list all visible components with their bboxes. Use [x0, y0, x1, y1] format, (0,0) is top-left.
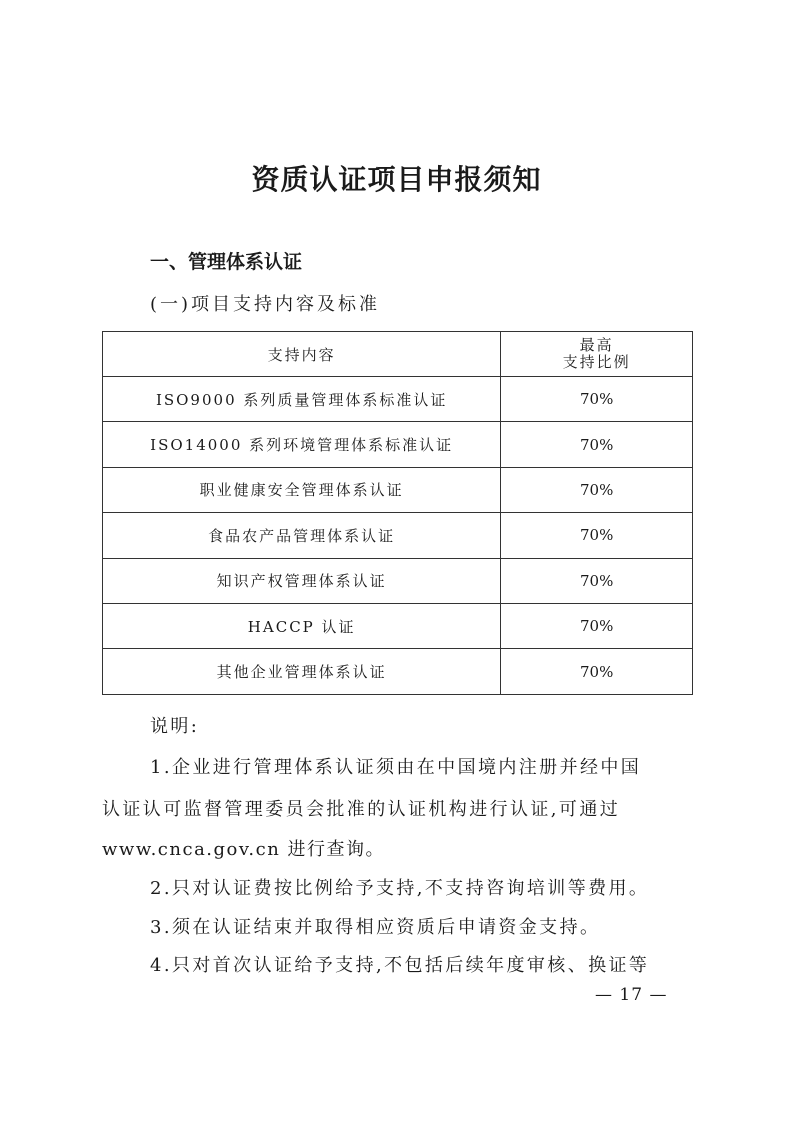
- row-ratio: 70%: [501, 377, 693, 422]
- section-heading: 一、管理体系认证: [150, 251, 303, 273]
- header-ratio-line1: 最高: [579, 336, 614, 354]
- table-row: [103, 603, 693, 648]
- row-ratio: 70%: [501, 467, 693, 512]
- row-ratio: 70%: [501, 513, 693, 558]
- table-row: [103, 513, 693, 558]
- support-table: [102, 331, 693, 695]
- note-item-1-line-3: www.cnca.gov.cn 进行查询。: [102, 839, 386, 860]
- note-item-2: 2.只对认证费按比例给予支持,不支持咨询培训等费用。: [150, 878, 650, 899]
- row-ratio: 70%: [501, 422, 693, 467]
- header-ratio: [501, 332, 693, 377]
- table-row: [103, 649, 693, 694]
- row-content: 食品农产品管理体系认证: [103, 513, 501, 558]
- header-ratio-line2: 支持比例: [562, 353, 631, 371]
- row-content: 其他企业管理体系认证: [103, 649, 501, 694]
- subsection-heading: (一)项目支持内容及标准: [150, 294, 381, 315]
- table-row: [103, 422, 693, 467]
- row-content: 职业健康安全管理体系认证: [103, 467, 501, 512]
- note-item-1-line-1: 1.企业进行管理体系认证须由在中国境内注册并经中国: [150, 757, 642, 778]
- row-content: HACCP 认证: [103, 603, 501, 648]
- document-title: 资质认证项目申报须知: [251, 163, 542, 196]
- row-content: ISO9000 系列质量管理体系标准认证: [103, 377, 501, 422]
- row-content: 知识产权管理体系认证: [103, 558, 501, 603]
- note-item-1-line-2: 认证认可监督管理委员会批准的认证机构进行认证,可通过: [102, 799, 621, 820]
- note-item-4-line-1: 4.只对首次认证给予支持,不包括后续年度审核、换证等: [150, 955, 650, 976]
- table-row: [103, 377, 693, 422]
- row-ratio: 70%: [501, 603, 693, 648]
- table-row: [103, 467, 693, 512]
- header-content: 支持内容: [103, 332, 501, 377]
- note-item-3: 3.须在认证结束并取得相应资质后申请资金支持。: [150, 917, 601, 938]
- page-number: — 17 —: [595, 985, 668, 1005]
- row-ratio: 70%: [501, 558, 693, 603]
- table-row: [103, 558, 693, 603]
- row-content: ISO14000 系列环境管理体系标准认证: [103, 422, 501, 467]
- notes-label: 说明:: [150, 716, 200, 737]
- row-ratio: 70%: [501, 649, 693, 694]
- table-header-row: [103, 332, 693, 377]
